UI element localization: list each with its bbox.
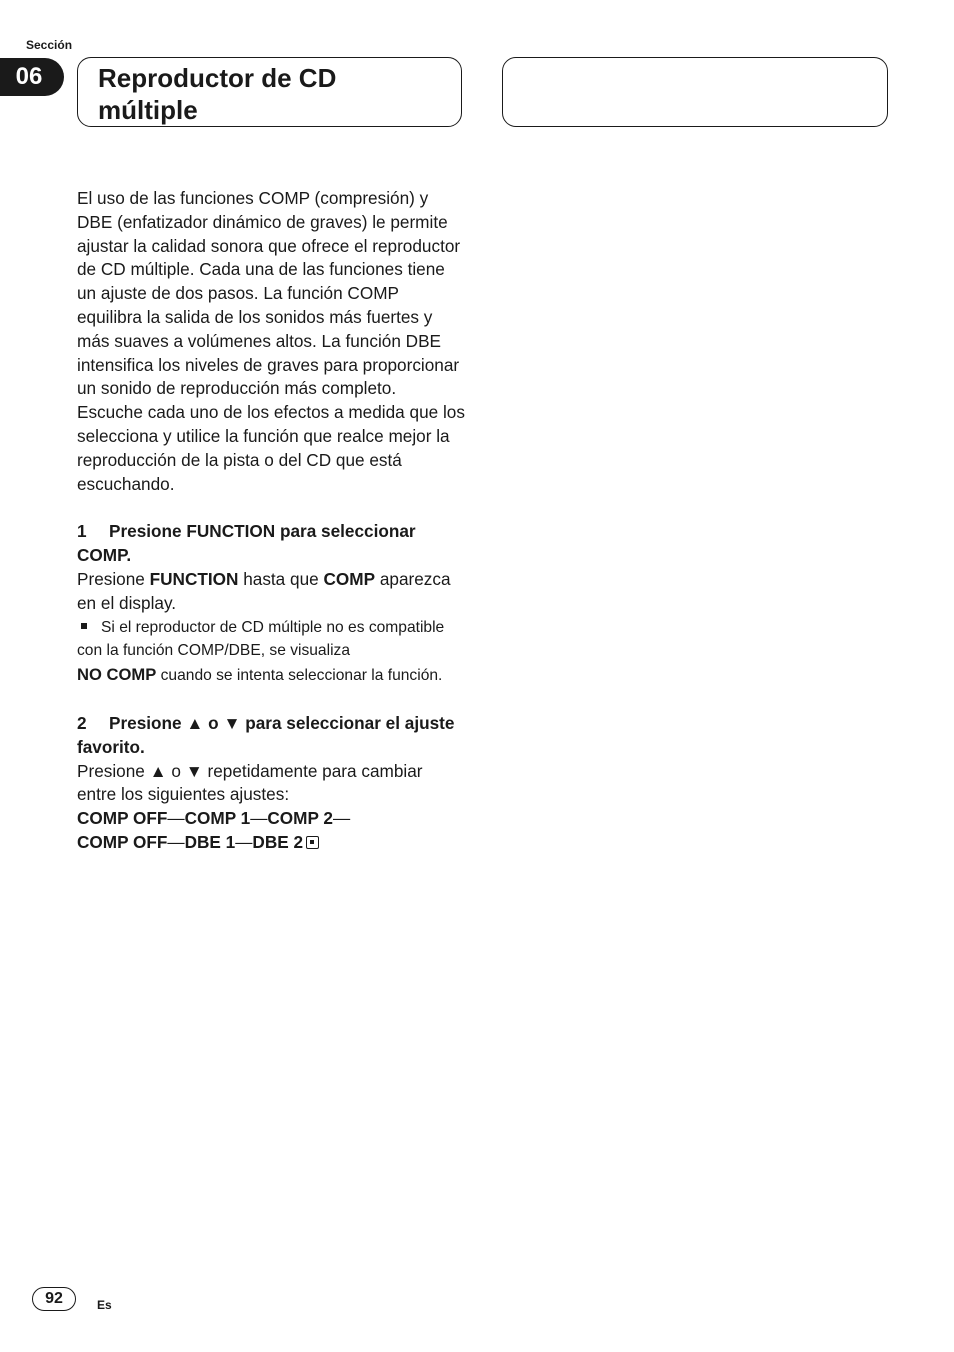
- seq-dash: —: [332, 808, 351, 829]
- seq-item: DBE 1: [184, 831, 236, 852]
- note-text: Si el reproductor de CD múltiple no es compatible con la función COMP/DBE, se visualiza: [77, 618, 445, 660]
- step-2-heading: [77, 712, 465, 760]
- intro-paragraph: El uso de las funciones COMP (compresión) y DBE (enfatizador dinámico de graves) le permite ajustar la calidad sonora que ofrece el reproductor de CD múltiple. Cada una de las funciones tiene un ajuste de dos pasos. La función COMP equilibra la salida de los sonidos más fuertes y más suaves a volúmenes altos. La función DBE intensifica los niveles de graves para proporcionar un sonido de reproducción más completo. Escuche cada uno de los efectos a medida que los selecciona y utilice la función que realce mejor la reproducción de la pista o del CD que está escuchando.: [77, 188, 465, 494]
- step-1-note: [77, 616, 465, 688]
- step-1-text: [77, 568, 465, 616]
- step-2-heading-text: Presione ▲ o ▼ para seleccionar el ajuste favorito.: [77, 712, 455, 757]
- step-2-number: 2: [77, 712, 87, 733]
- step-1-number: 1: [77, 521, 87, 542]
- section-label: Sección: [26, 38, 73, 52]
- seq-dash: —: [167, 808, 185, 829]
- step-1-bold-function: FUNCTION: [149, 568, 239, 589]
- seq-item: DBE 2: [252, 831, 304, 852]
- seq-dash: —: [250, 808, 268, 829]
- page-number: 92: [32, 1287, 76, 1311]
- note-bold-no-comp: NO COMP: [77, 665, 157, 685]
- step-1-text-c: aparezca en el display.: [77, 568, 451, 613]
- step-1-bold-comp: COMP: [323, 568, 376, 589]
- seq-item: COMP OFF: [77, 808, 168, 829]
- seq-item: COMP 2: [267, 808, 333, 829]
- note-bullet-icon: [81, 623, 87, 629]
- seq-dash: —: [235, 831, 253, 852]
- settings-sequence-2: [77, 831, 465, 855]
- step-2-text: Presione ▲ o ▼ repetidamente para cambiar entre los siguientes ajustes:: [77, 760, 423, 805]
- section-number-tab: [0, 58, 64, 96]
- end-of-section-icon: [306, 836, 319, 849]
- section-number: 06: [15, 63, 43, 90]
- language-code: Es: [97, 1298, 112, 1312]
- empty-header-box: [502, 57, 888, 127]
- step-1-heading-text: Presione FUNCTION para seleccionar COMP.: [77, 521, 416, 566]
- page-title: Reproductor de CD múltiple: [98, 63, 337, 125]
- step-1-text-b: hasta que: [238, 568, 324, 589]
- title-box: [77, 57, 462, 127]
- content-column: [77, 187, 465, 855]
- step-1-text-a: Presione: [77, 568, 150, 589]
- note-text-2: cuando se intenta seleccionar la función.: [156, 667, 443, 685]
- settings-sequence-1: [77, 807, 465, 831]
- seq-item: COMP OFF: [77, 831, 168, 852]
- seq-dash: —: [167, 831, 185, 852]
- seq-item: COMP 1: [184, 808, 251, 829]
- step-1-heading: [77, 520, 465, 568]
